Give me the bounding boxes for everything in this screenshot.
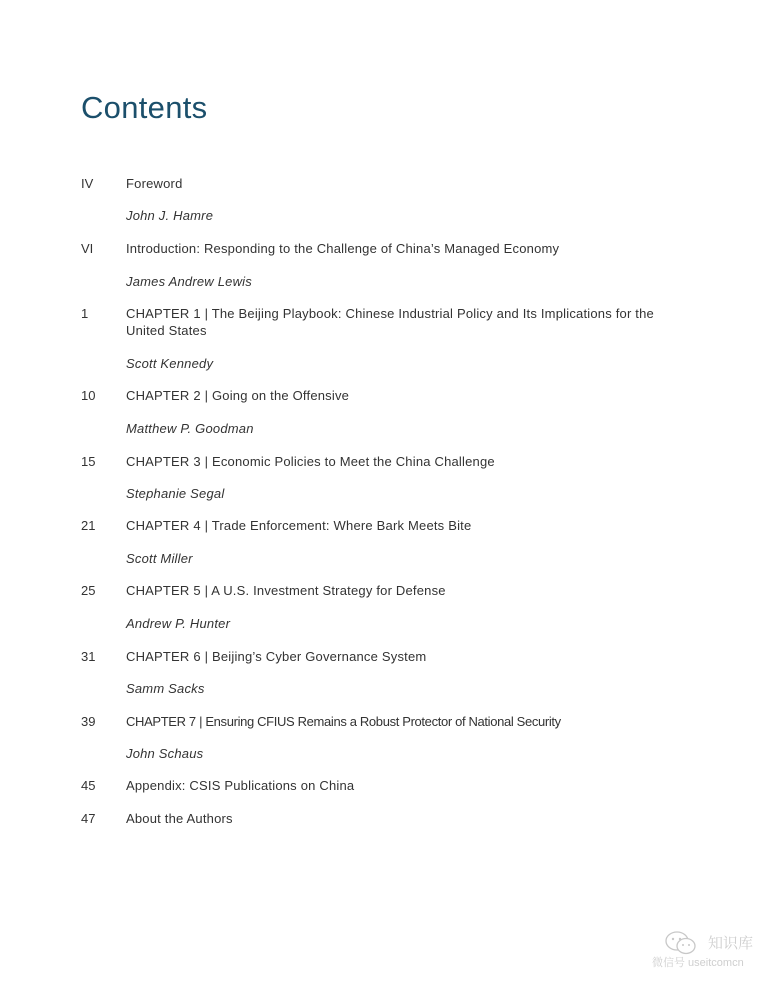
toc-author: Stephanie Segal	[126, 486, 225, 501]
toc-page-number: 21	[81, 518, 96, 533]
toc-page-number: 39	[81, 714, 96, 729]
toc-author: Samm Sacks	[126, 681, 205, 696]
toc-author: Andrew P. Hunter	[126, 616, 231, 631]
toc-title: CHAPTER 5 | A U.S. Investment Strategy for Defense	[126, 583, 446, 598]
toc-title: Appendix: CSIS Publications on China	[126, 778, 355, 793]
toc-title: CHAPTER 6 | Beijing’s Cyber Governance System	[126, 649, 427, 664]
toc-page-number: VI	[81, 241, 94, 256]
watermark	[652, 930, 762, 975]
toc-page-number: 31	[81, 649, 96, 664]
toc-title: CHAPTER 3 | Economic Policies to Meet the China Challenge	[126, 454, 495, 469]
toc-page-number: 1	[81, 306, 89, 321]
toc-page-number: 47	[81, 811, 96, 826]
toc-page-number: IV	[81, 176, 94, 191]
watermark-name: 知识库	[708, 935, 754, 952]
toc-title: CHAPTER 7 | Ensuring CFIUS Remains a Robust Protector of National Security	[126, 714, 561, 729]
toc-title: About the Authors	[126, 811, 233, 826]
toc-author: Scott Miller	[126, 551, 193, 566]
toc-title: CHAPTER 1 | The Beijing Playbook: Chinese Industrial Policy and Its Implications for the United States	[126, 306, 654, 338]
toc-title: Introduction: Responding to the Challenge of China’s Managed Economy	[126, 241, 560, 256]
toc-author: James Andrew Lewis	[126, 274, 252, 289]
toc-page-number: 25	[81, 583, 96, 598]
toc-page-number: 15	[81, 454, 96, 469]
toc-title: CHAPTER 4 | Trade Enforcement: Where Bark Meets Bite	[126, 518, 472, 533]
wechat-icon	[664, 930, 698, 956]
toc-page-number: 10	[81, 388, 96, 403]
toc-author: Scott Kennedy	[126, 356, 214, 371]
toc-author: John Schaus	[126, 746, 204, 761]
toc-title: CHAPTER 2 | Going on the Offensive	[126, 388, 350, 403]
watermark-id: 微信号 useitcomcn	[652, 957, 744, 969]
toc-page-number: 45	[81, 778, 96, 793]
toc-title: Foreword	[126, 176, 183, 191]
toc-author: John J. Hamre	[126, 208, 214, 223]
page-title: Contents	[81, 90, 208, 125]
toc-author: Matthew P. Goodman	[126, 421, 254, 436]
